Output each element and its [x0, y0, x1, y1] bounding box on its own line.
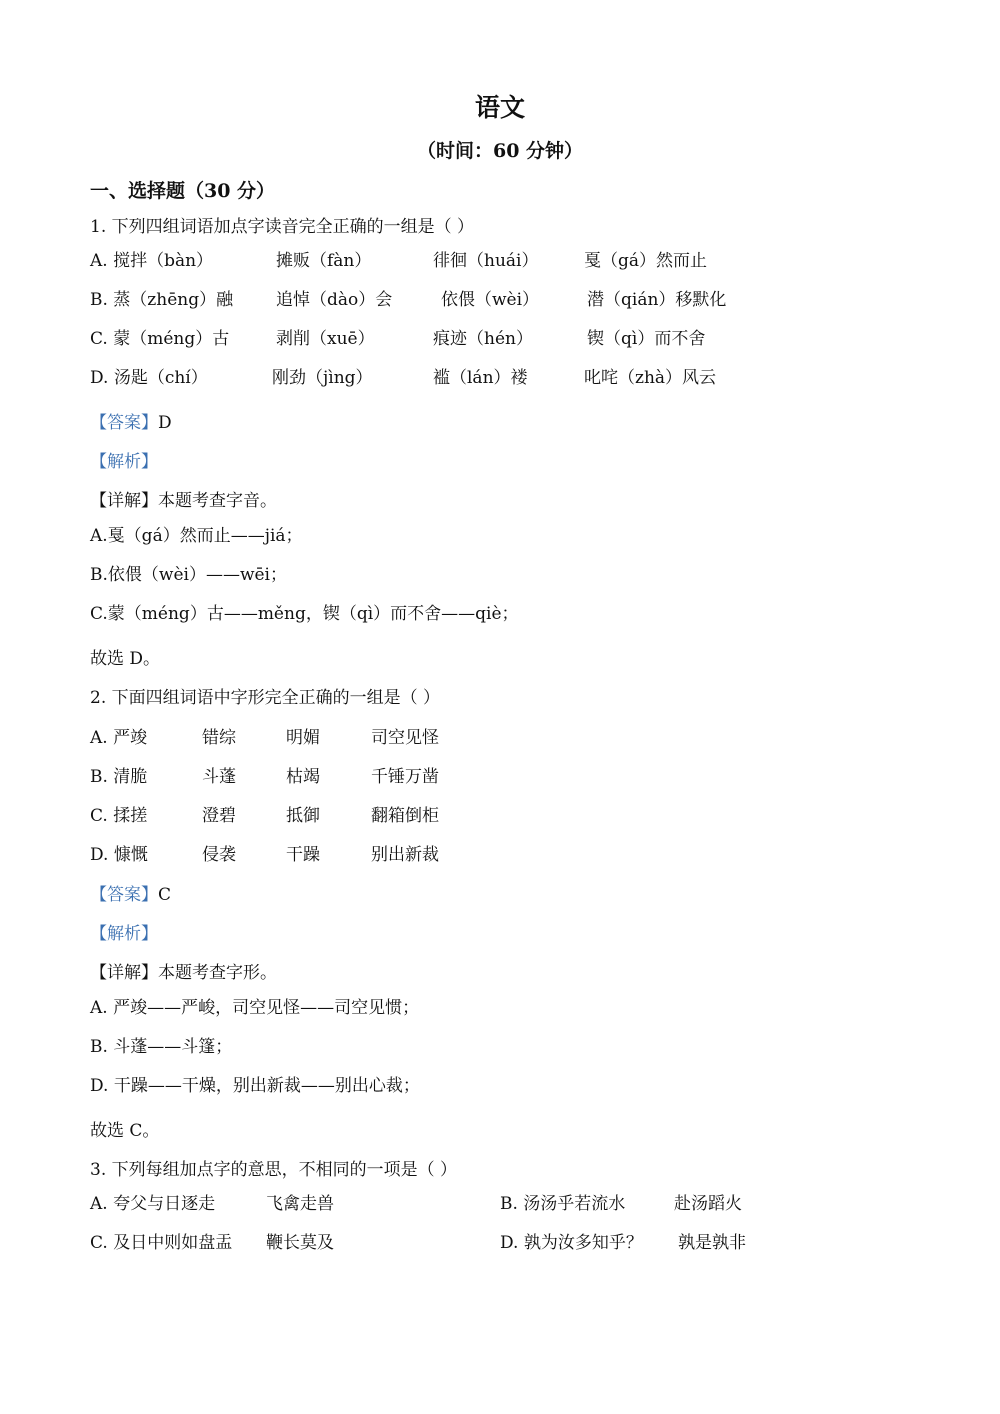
answer-value: D: [158, 413, 172, 433]
option-c-1: C. 蒙（méng）古: [90, 329, 230, 349]
question-1-analysis-label: 【解析】: [90, 452, 158, 472]
question-1-conclusion: 故选 D。: [90, 649, 161, 669]
page-title: 语文: [474, 93, 525, 122]
option-c-3: 抵御: [286, 806, 320, 826]
question-1-stem: 1. 下列四组词语加点字读音完全正确的一组是（ ）: [90, 217, 475, 237]
option-c-1: C. 及日中则如盘盂: [90, 1233, 233, 1253]
option-c-1: C. 揉搓: [90, 806, 148, 826]
option-a-2: 飞禽走兽: [266, 1194, 334, 1214]
option-c-4: 翻箱倒柜: [371, 806, 439, 826]
option-d-2: 孰是孰非: [678, 1233, 746, 1253]
answer-label: 【答案】: [90, 413, 158, 433]
option-a-3: 明媚: [286, 728, 320, 748]
exam-time: （时间：60 分钟）: [416, 140, 584, 162]
option-a-3: 徘徊（huái）: [433, 251, 539, 271]
option-b-3: 枯竭: [286, 767, 320, 787]
option-b-1: B. 汤汤乎若流水: [500, 1194, 626, 1214]
option-c-3: 痕迹（hén）: [433, 329, 533, 349]
question-2-explanation-a: A. 严竣——严峻，司空见怪——司空见惯；: [90, 998, 420, 1018]
option-b-2: 赴汤蹈火: [674, 1194, 742, 1214]
option-d-4: 别出新裁: [371, 845, 439, 865]
option-d-3: 干躁: [286, 845, 320, 865]
option-c-2: 剥削（xuē）: [276, 329, 375, 349]
option-c-2: 澄碧: [202, 806, 236, 826]
option-d-4: 叱咤（zhà）风云: [584, 368, 717, 388]
question-2-answer: [90, 884, 171, 906]
section-heading: 一、选择题（30 分）: [90, 180, 276, 202]
option-b-1: B. 蒸（zhēng）融: [90, 290, 234, 310]
option-a-1: A. 夸父与日逐走: [90, 1194, 216, 1214]
answer-value: C: [158, 885, 172, 905]
option-a-2: 错综: [202, 728, 236, 748]
question-1-answer: [90, 412, 172, 434]
option-b-3: 依偎（wèi）: [441, 290, 540, 310]
option-b-4: 潜（qián）移默化: [587, 290, 727, 310]
option-d-3: 褴（lán）褛: [433, 368, 528, 388]
option-c-2: 鞭长莫及: [266, 1233, 334, 1253]
option-d-2: 侵袭: [202, 845, 236, 865]
question-2-analysis-label: 【解析】: [90, 924, 158, 944]
question-2-explanation-b: B. 斗蓬——斗篷；: [90, 1037, 233, 1057]
question-1-detail: 【详解】本题考查字音。: [90, 491, 277, 511]
question-2-stem: 2. 下面四组词语中字形完全正确的一组是（ ）: [90, 688, 441, 708]
question-2-detail: 【详解】本题考查字形。: [90, 963, 277, 983]
option-b-2: 斗蓬: [202, 767, 236, 787]
question-2-conclusion: 故选 C。: [90, 1121, 160, 1141]
option-b-2: 追悼（dào）会: [276, 290, 393, 310]
option-d-1: D. 孰为汝多知乎？: [500, 1233, 643, 1253]
option-a-4: 戛（gá）然而止: [584, 251, 708, 271]
question-2-explanation-d: D. 干躁——干燥，别出新裁——别出心裁；: [90, 1076, 420, 1096]
option-a-2: 摊贩（fàn）: [276, 251, 372, 271]
question-1-explanation-b: B.依偎（wèi）——wēi；: [90, 565, 287, 585]
question-3-stem: 3. 下列每组加点字的意思，不相同的一项是（ ）: [90, 1160, 458, 1180]
option-d-1: D. 慷慨: [90, 845, 148, 865]
option-d-2: 刚劲（jìng）: [272, 368, 373, 388]
option-b-4: 千锤万凿: [371, 767, 439, 787]
option-c-4: 锲（qì）而不舍: [587, 329, 706, 349]
question-1-explanation-c: C.蒙（méng）古——měng，锲（qì）而不舍——qiè；: [90, 604, 519, 624]
question-1-explanation-a: A.戛（gá）然而止——jiá；: [90, 526, 303, 546]
answer-label: 【答案】: [90, 885, 158, 905]
option-a-4: 司空见怪: [371, 728, 439, 748]
option-d-1: D. 汤匙（chí）: [90, 368, 208, 388]
option-b-1: B. 清脆: [90, 767, 148, 787]
option-a-1: A. 严竣: [90, 728, 148, 748]
option-a-1: A. 搅拌（bàn）: [90, 251, 214, 271]
